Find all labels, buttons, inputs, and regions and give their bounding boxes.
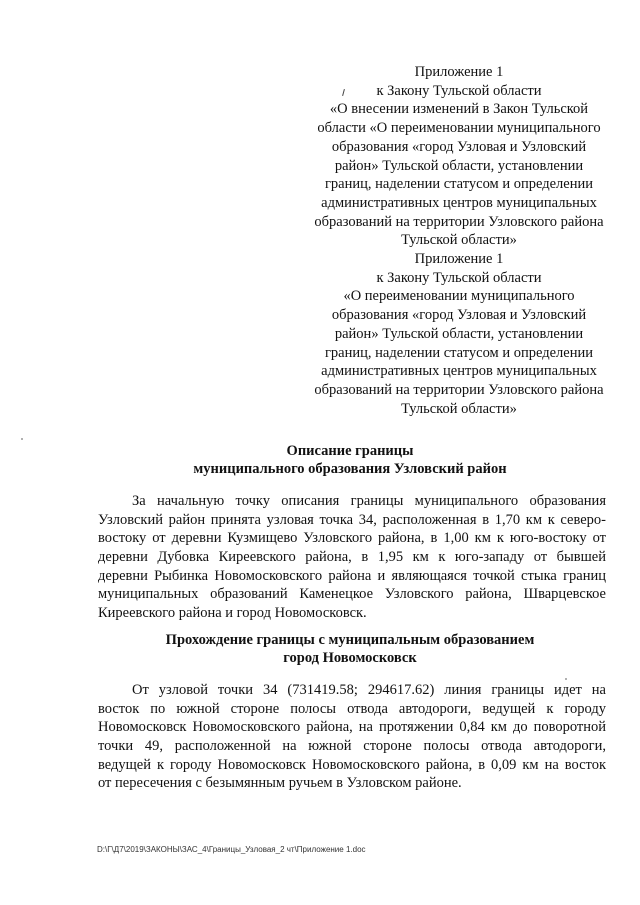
appendix-line: Тульской области»: [401, 400, 517, 417]
scan-speck: [565, 678, 567, 680]
appendix-line: образований на территории Узловского района: [314, 381, 604, 398]
appendix-line: район» Тульской области, установлении: [334, 157, 584, 174]
appendix-line: образования «город Узловая и Узловский: [331, 307, 587, 324]
appendix-line: «О переименовании муниципального: [343, 288, 575, 305]
appendix-line: к Закону Тульской области: [376, 269, 542, 286]
appendix-line: Тульской области»: [401, 232, 517, 249]
paragraph-line: деревни Дубовка Киреевского района, в 1,95 км к юго-западу от бывшей: [98, 549, 606, 566]
heading-line: Описание границы: [286, 443, 414, 459]
file-path-footer: D:\Г\Д7\2019\ЗАКОНЫ\ЗАС_4\Границы_Узловая_2 чт\Приложение 1.doc: [97, 845, 366, 854]
paragraph-line: Новомосковск Новомосковского района, на протяжении 0,84 км до поворотной: [98, 719, 606, 736]
appendix-line: к Закону Тульской области: [376, 82, 542, 99]
paragraph-line: Киреевского района и город Новомосковск.: [98, 605, 367, 622]
appendix-line: образований на территории Узловского района: [314, 213, 604, 230]
appendix-line: области «О переименовании муниципального: [317, 120, 601, 137]
boundary-description-heading: [60, 442, 640, 478]
appendix-line: «О внесении изменений в Закон Тульской: [329, 101, 589, 118]
heading-line: город Новомосковск: [283, 650, 417, 666]
appendix-header-original: [300, 250, 618, 418]
appendix-line: Приложение 1: [414, 251, 504, 267]
heading-line: муниципального образования Узловский район: [193, 461, 507, 477]
paragraph-line: муниципальных образований Каменецкое Узловского района, Шварцевское: [98, 586, 606, 603]
boundary-route-paragraph: [98, 681, 606, 793]
appendix-line: административных центров муниципальных: [321, 194, 597, 211]
appendix-line: границ, наделении статусом и определении: [324, 344, 594, 361]
heading-line: Прохождение границы с муниципальным образованием: [165, 632, 535, 648]
paragraph-line: точки 49, расположенной на южной стороне полосы отвода автодороги,: [98, 738, 606, 755]
boundary-route-heading: [60, 631, 640, 667]
paragraph-line: От узловой точки 34 (731419.58; 294617.62) линия границы идет на: [132, 682, 606, 698]
paragraph-line: За начальную точку описания границы муниципального образования: [132, 493, 606, 509]
paragraph-line: Узловский район принята узловая точка 34, расположенная в 1,70 км к северо-: [98, 511, 606, 528]
appendix-line: административных центров муниципальных: [321, 363, 597, 380]
appendix-line: Приложение 1: [414, 64, 504, 80]
appendix-header-amended: [300, 63, 618, 250]
scan-speck: [21, 438, 23, 440]
paragraph-line: востоку от деревни Кузмищево Узловского района, в 1,00 км к юго-востоку от: [98, 530, 606, 547]
paragraph-line: ведущей к городу Новомосковск Новомосковского района, в 0,09 км на восток: [98, 756, 606, 773]
appendix-line: образования «город Узловая и Узловский: [331, 138, 587, 155]
appendix-line: район» Тульской области, установлении: [334, 325, 584, 342]
paragraph-line: восток по южной стороне полосы отвода автодороги, ведущей к городу: [98, 700, 606, 717]
boundary-description-paragraph: [98, 492, 606, 623]
paragraph-line: деревни Рыбинка Новомосковского района и являющаяся точкой стыка границ: [98, 567, 606, 584]
appendix-line: границ, наделении статусом и определении: [324, 176, 594, 193]
paragraph-line: от пересечения с безымянным ручьем в Узловском районе.: [98, 775, 462, 792]
